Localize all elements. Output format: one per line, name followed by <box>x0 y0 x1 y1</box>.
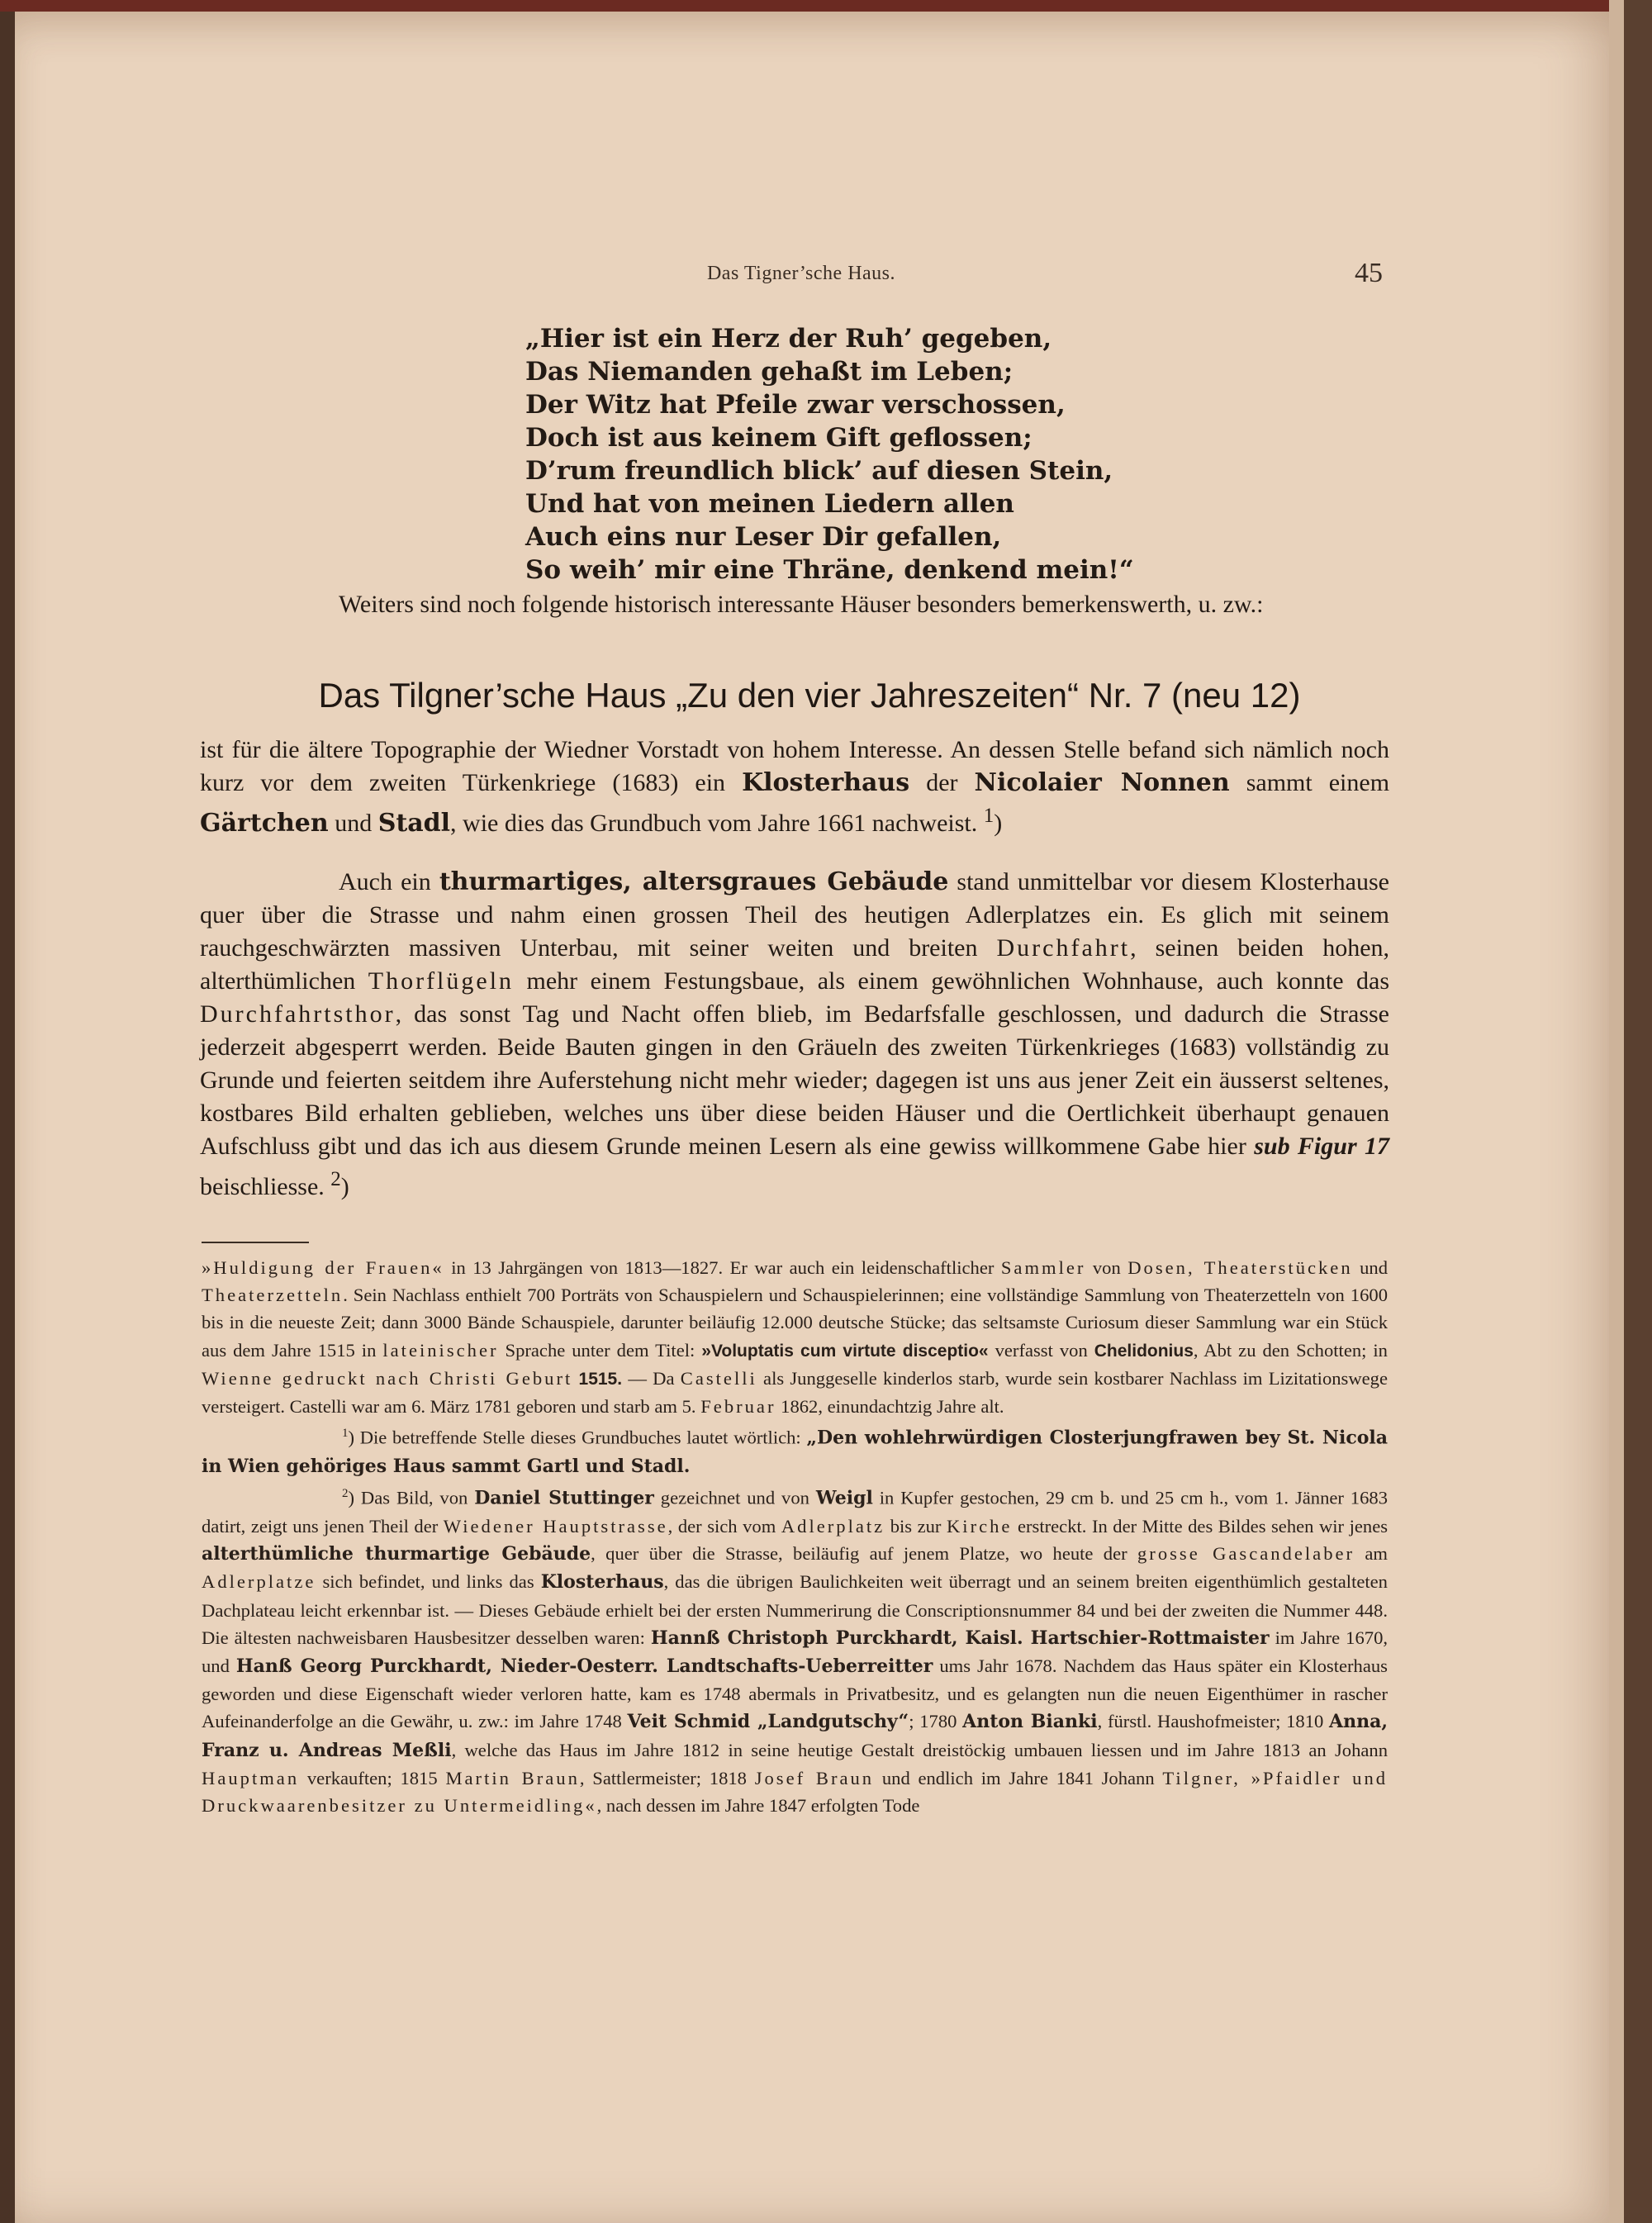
paragraph-2 <box>200 866 1389 1204</box>
poem-line: Und hat von meinen Liedern allen <box>525 489 1014 519</box>
text-run: und <box>1360 1257 1388 1278</box>
poem-line: Doch ist aus keinem Gift geflossen; <box>525 423 1032 453</box>
spaced-run: Sammler <box>1000 1257 1086 1278</box>
intro-paragraph <box>200 588 1389 621</box>
text-run: , der sich vom <box>667 1515 776 1537</box>
fraktur-run: Weigl <box>815 1487 873 1509</box>
page-fore-edge <box>1609 0 1624 2223</box>
spaced-run: »Huldigung der Frauen« <box>202 1257 444 1278</box>
text-run: stand unmittelbar vor diesem Klosterhause quer über die Strasse und nahm einen grossen Theil des heutigen Adlerplatzes ein. Es glich mit seinem rauchgeschwärzten massiven Unterbau, mit seiner weiten und breiten <box>200 868 1389 962</box>
text-run: als Junggeselle kinderlos starb, wurde sein kostbarer Nachlass im Lizitationswege versteigert. Castelli war am 6. März 1781 geboren und starb am 5. <box>202 1367 1389 1418</box>
emphasis-run: Nicolaier Nonnen <box>974 768 1230 797</box>
text-run: , quer über die Strasse, beiläufig auf jenem Platze, wo heute der <box>591 1543 1127 1565</box>
text-run: , welche das Haus im Jahre 1812 in seine heutige Gestalt dreistöckig umbauen liessen und im Jahre 1813 an Johann <box>451 1739 1388 1760</box>
footnote-mark: 1 <box>342 1427 349 1441</box>
text-run: ) Das Bild, von <box>348 1487 468 1508</box>
text-run: . Sein Nachlass enthielt 700 Porträts von Schauspielern und Schauspielerinnen; eine vollständige Sammlung von Theaterzetteln von 1600 bis in die neueste Zeit; dann 3000 Bände Schauspiele, darunter beiläufig 12.000 deutsche Stücke; das seltsamste Curiosum dieser Sammlung war ein Stück aus dem Jahre 1515 in <box>202 1285 1388 1361</box>
spaced-run: lateinischer <box>382 1339 499 1361</box>
bold-run: Chelidonius <box>1094 1341 1194 1361</box>
footnote-mark: 2 <box>342 1487 349 1501</box>
footnote-ref: 2 <box>330 1168 341 1190</box>
poem-line: „Hier ist ein Herz der Ruh’ gegeben, <box>525 324 1052 354</box>
fraktur-run: Daniel Stuttinger <box>474 1487 654 1509</box>
fraktur-run: Hannß Christoph Purckhardt, Kaisl. Hartschier-Rottmaister <box>650 1627 1270 1649</box>
text-run: bis zur <box>890 1515 942 1537</box>
spaced-run: Thorflügeln <box>368 967 515 995</box>
text-run: Sprache unter dem Titel: <box>505 1339 695 1361</box>
book-gutter <box>0 0 15 2223</box>
text-run: , seinen beiden hohen, alterthümlichen <box>200 934 1390 995</box>
emphasis-run: thurmartiges, altersgraues Gebäude <box>439 867 949 896</box>
text-run: verkauften; 1815 <box>306 1767 438 1788</box>
text-run: am <box>1365 1543 1388 1565</box>
page-top-edge <box>0 0 1652 12</box>
text-run: und <box>335 810 373 837</box>
spaced-run: Adlerplatz <box>781 1515 885 1537</box>
figure-reference: sub Figur 17 <box>1254 1133 1389 1160</box>
text-run: , wie dies das Grundbuch vom Jahre 1661 nachweist. <box>450 810 978 837</box>
text-run: in Kupfer gestochen, 29 cm b. und 25 cm h., vom 1. Jänner 1683 datirt, zeigt uns jenen Theil der <box>202 1487 1388 1537</box>
fraktur-run: alterthümliche thurmartige Gebäude <box>202 1543 591 1565</box>
text-run: sich befindet, und links das <box>322 1571 534 1593</box>
spaced-run: Durchfahrt <box>996 934 1131 962</box>
spaced-run: Tilgner, »Pfaidler und Druckwaarenbesitzer zu Untermeidling« <box>202 1767 1389 1816</box>
spaced-run: Durchfahrtsthor <box>200 1000 396 1028</box>
emphasis-run: Klosterhaus <box>742 768 910 797</box>
text-run: ) <box>994 810 1003 837</box>
footnote-ref: 1 <box>983 805 995 827</box>
fraktur-quote: „Den wohlehrwürdigen Closterjungfrawen bey St. Nicola in Wien gehöriges Haus sammt Gartl und Stadl. <box>202 1427 1388 1477</box>
footnote-rule <box>202 1242 309 1243</box>
running-header: Das Tigner’sche Haus. <box>706 263 896 284</box>
spaced-run: Dosen, Theaterstücken <box>1127 1257 1353 1278</box>
footnotes <box>202 1254 1388 1819</box>
section-heading: Das Tilgner’sche Haus „Zu den vier Jahreszeiten“ Nr. 7 (neu 12) <box>318 676 1301 715</box>
spaced-run: Martin Braun <box>445 1767 580 1788</box>
text-run: — Da <box>628 1367 675 1389</box>
bold-run: 1515. <box>578 1369 623 1389</box>
text-run: , das die übrigen Baulichkeiten weit überragt und an seinem breiten eigenthümlich gestalteten Dachplateau leicht erkennbar ist. — Dieses Gebäude erhielt bei der ersten Nummerirung die Conscriptionsnummer 84 und bei der zweiten die Nummer 448. Die ältesten nachweisbaren Hausbesitzer desselben waren: <box>202 1571 1388 1648</box>
fraktur-run: Klosterhaus <box>540 1571 664 1594</box>
fraktur-run: Hanß Georg Purckhardt, Nieder-Oesterr. Landtschafts-Ueberreitter <box>235 1655 933 1677</box>
text-run: der <box>926 769 958 796</box>
epitaph-poem <box>525 322 1269 587</box>
poem-line: Der Witz hat Pfeile zwar verschossen, <box>525 390 1066 420</box>
text-run: ist für die ältere Topographie der Wiedner Vorstadt von hohem Interesse. An dessen Stelle befand sich nämlich noch kurz vor dem zweiten Türkenkriege (1683) ein <box>200 736 1389 796</box>
spaced-run: Kirche <box>946 1515 1013 1537</box>
spaced-run: Adlerplatze <box>202 1571 316 1593</box>
text-run: , Abt zu den Schotten; in <box>1193 1339 1388 1361</box>
spaced-run: Josef Braun <box>754 1767 875 1788</box>
poem-line: Das Niemanden gehaßt im Leben; <box>525 357 1014 387</box>
intro-text: Weiters sind noch folgende historisch interessante Häuser besonders bemerkenswerth, u. zw.: <box>339 591 1264 618</box>
spaced-run: Wiedener Hauptstrasse <box>443 1515 668 1537</box>
footnote-2 <box>202 1480 1388 1819</box>
spaced-run: Februar <box>700 1396 776 1418</box>
text-run: , nach dessen im Jahre 1847 erfolgten Tode <box>596 1794 920 1816</box>
footnote-1 <box>202 1420 1388 1480</box>
footnote-continuation <box>202 1254 1388 1420</box>
poem-line: Auch eins nur Leser Dir gefallen, <box>525 522 1002 552</box>
bold-run: »Voluptatis cum virtute disceptio« <box>701 1341 989 1361</box>
fraktur-run: Anton Bianki <box>962 1711 1098 1733</box>
text-run: erstreckt. In der Mitte des Bildes sehen wir jenes <box>1018 1515 1389 1537</box>
spaced-run: Castelli <box>680 1367 757 1389</box>
text-run: ums Jahr 1678. Nachdem das Haus später ein Klosterhaus geworden und diese Eigenschaft wieder verloren hatte, kam es 1748 abermals in Privatbesitz, und es gelangten nun die neuen Eigenthümer in rascher Aufeinanderfolge an die Gewähr, u. zw.: im Jahre 1748 <box>202 1655 1388 1732</box>
text-run: im Jahre 1670, und <box>202 1627 1389 1676</box>
text-run: verfasst von <box>995 1339 1088 1361</box>
book-cover-edge <box>1624 0 1652 2223</box>
text-run: ) Die betreffende Stelle dieses Grundbuches lautet wörtlich: <box>348 1427 801 1448</box>
poem-line: So weih’ mir eine Thräne, denkend mein!“ <box>525 555 1134 585</box>
poem-line: D’rum freundlich blick’ auf diesen Stein, <box>525 456 1113 486</box>
text-run: mehr einem Festungsbaue, als einem gewöhnlichen Wohnhause, auch konnte das <box>526 967 1389 995</box>
text-run: sammt einem <box>1246 769 1390 796</box>
text-run: 1862, einundachtzig Jahre alt. <box>781 1396 1004 1418</box>
spaced-run: Wienne gedruckt nach Christi Geburt <box>202 1367 573 1389</box>
text-run: , Sattlermeister; 1818 <box>579 1767 747 1788</box>
text-run: beischliesse. <box>200 1173 325 1200</box>
paragraph-1 <box>200 734 1389 840</box>
emphasis-run: Stadl <box>377 809 451 838</box>
text-run: ; 1780 <box>909 1711 957 1732</box>
spaced-run: Hauptman <box>202 1767 300 1788</box>
text-run: Auch ein <box>339 868 431 895</box>
text-run: gezeichnet und von <box>660 1487 809 1508</box>
text-run: , fürstl. Haushofmeister; 1810 <box>1097 1711 1324 1732</box>
text-run: ) <box>340 1173 349 1200</box>
fraktur-run: Anna, Franz u. Andreas Meßli <box>202 1711 1389 1761</box>
text-run: in 13 Jahrgängen von 1813—1827. Er war auch ein leidenschaftlicher <box>451 1257 995 1278</box>
page-number: 45 <box>1355 258 1383 288</box>
fraktur-run: Veit Schmid „Landgutschy“ <box>627 1711 909 1733</box>
spaced-run: Theaterzetteln <box>202 1285 344 1306</box>
text-run: von <box>1092 1257 1121 1278</box>
spaced-run: grosse Gascandelaber <box>1137 1543 1355 1565</box>
text-run: , das sonst Tag und Nacht offen blieb, im Bedarfsfalle geschlossen, und dadurch die Strasse jederzeit abgesperrt werden. Beide Bauten gingen in den Gräueln des zweiten Türkenkrieges (1683) vollständig zu Grunde und feierten seitdem ihre Auferstehung nicht mehr wieder; dagegen ist uns aus jener Zeit ein äusserst seltenes, kostbares Bild erhalten geblieben, welches uns über diese beiden Häuser und die Oertlichkeit überhaupt genauen Aufschluss gibt und das ich aus diesem Grunde meinen Lesern als eine gewiss willkommene Gabe hier <box>200 1000 1389 1160</box>
emphasis-run: Gärtchen <box>200 809 329 838</box>
text-run: und endlich im Jahre 1841 Johann <box>881 1767 1155 1788</box>
